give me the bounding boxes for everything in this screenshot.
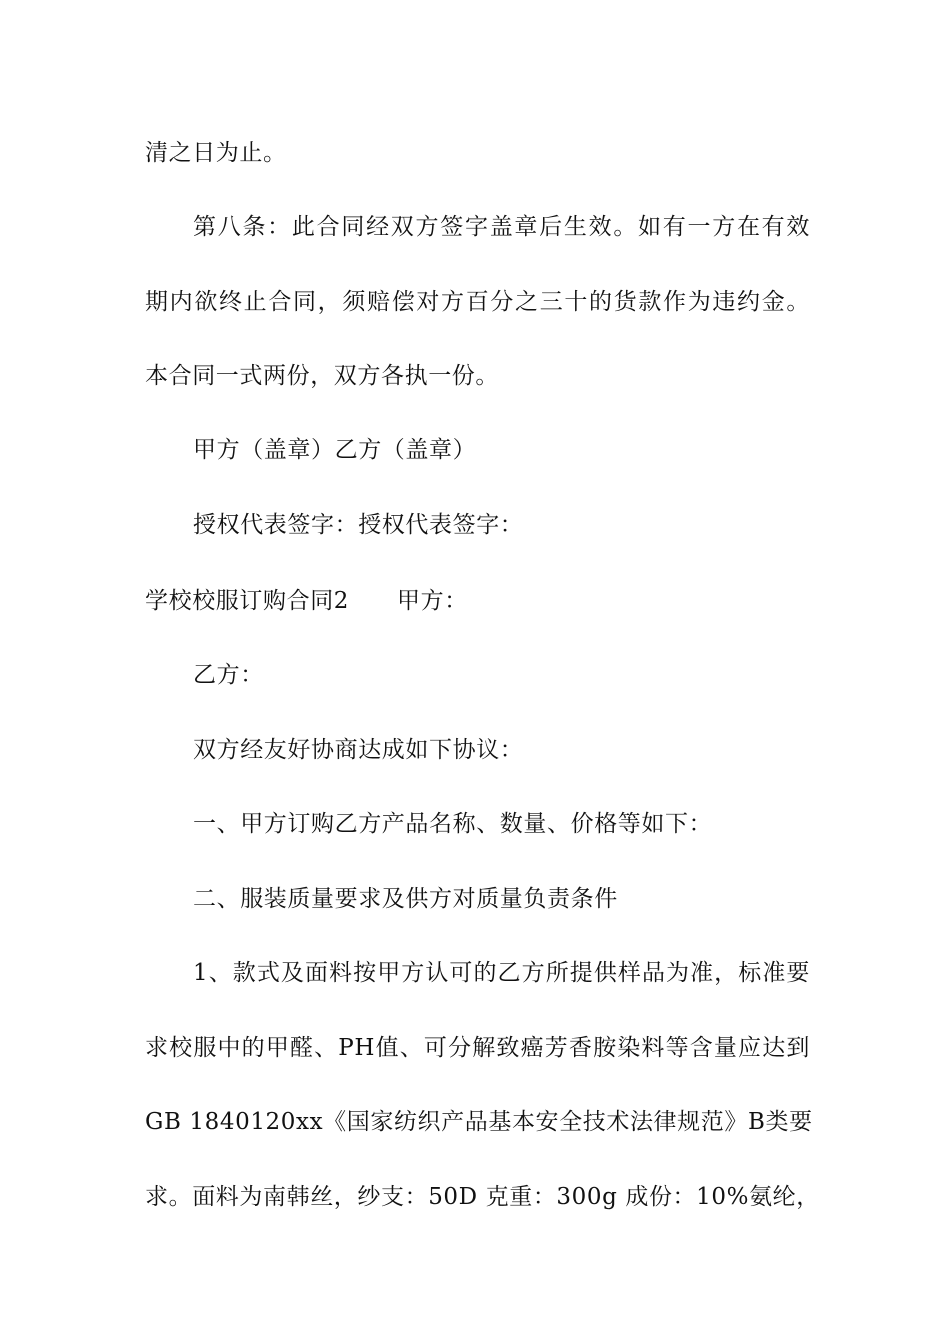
paragraph-line: 求校服中的甲醛、PH值、可分解致癌芳香胺染料等含量应达到 [145,1035,810,1061]
party-b-label: 乙方： [193,662,264,688]
paragraph-line: 1、款式及面料按甲方认可的乙方所提供样品为准，标准要 [193,960,810,986]
contract-title-line [145,586,810,616]
paragraph-line: 清之日为止。 [145,140,287,166]
section-heading: 一、甲方订购乙方产品名称、数量、价格等如下： [193,811,713,837]
signature-line: 甲方（盖章）乙方（盖章） [193,437,477,463]
paragraph-line: GB 1840120xx《国家纺织产品基本安全技术法律规范》B类要 [145,1109,813,1135]
contract-title: 学校校服订购合同2 [145,588,350,614]
paragraph-line: 第八条：此合同经双方签字盖章后生效。如有一方在有效 [193,214,810,240]
signature-line: 授权代表签字：授权代表签字： [193,512,524,538]
paragraph-line: 双方经友好协商达成如下协议： [193,737,524,763]
paragraph-line: 求。面料为南韩丝，纱支：50D 克重：300g 成份：10%氨纶， [145,1184,820,1210]
party-a-label: 甲方： [397,588,468,614]
paragraph-line: 本合同一式两份，双方各执一份。 [145,363,499,389]
section-heading: 二、服装质量要求及供方对质量负责条件 [193,886,618,912]
paragraph-line: 期内欲终止合同，须赔偿对方百分之三十的货款作为违约金。 [145,289,810,315]
